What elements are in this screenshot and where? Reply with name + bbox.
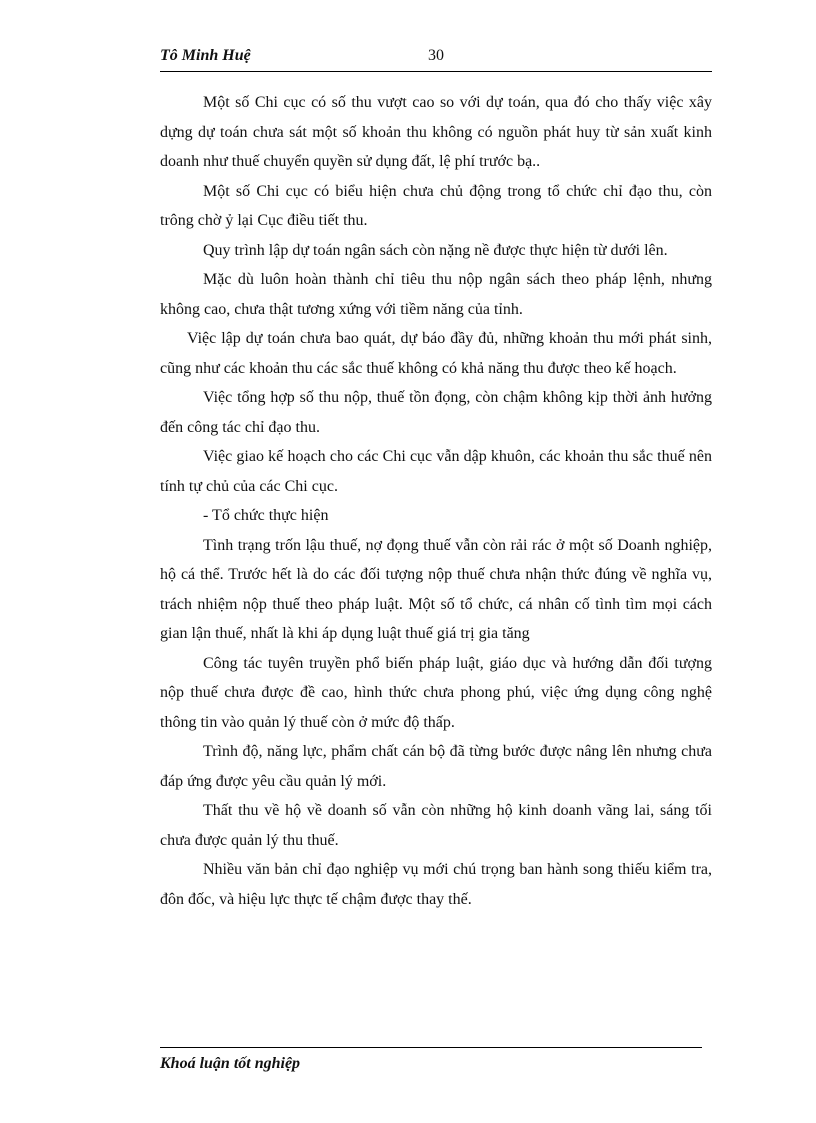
footer-divider	[160, 1047, 702, 1048]
paragraph: Mặc dù luôn hoàn thành chỉ tiêu thu nộp ngân sách theo pháp lệnh, nhưng không cao, chưa thật tương xứng với tiềm năng của tỉnh.	[160, 271, 712, 318]
paragraph: Công tác tuyên truyền phổ biến pháp luật, giáo dục và hướng dẫn đối tượng nộp thuế chưa được đề cao, hình thức chưa phong phú, việc ứng dụng công nghệ thông tin vào quản lý thuế còn ở mức độ thấp.	[160, 654, 712, 731]
paragraph: Tình trạng trốn lậu thuế, nợ đọng thuế vẫn còn rải rác ở một số Doanh nghiệp, hộ cá thể. Trước hết là do các đối tượng nộp thuế chưa nhận thức đúng về nghĩa vụ, trách nhiệm nộp thuế theo pháp luật. Một số tổ chức, cá nhân cố tình tìm mọi cách gian lận thuế, nhất là khi áp dụng luật thuế giá trị gia tăng	[160, 536, 712, 642]
document-body	[160, 88, 712, 914]
paragraph: Một số Chi cục có biểu hiện chưa chủ động trong tổ chức chỉ đạo thu, còn trông chờ ỷ lại Cục điều tiết thu.	[160, 182, 712, 229]
page-header	[160, 47, 712, 72]
paragraph: Một số Chi cục có số thu vượt cao so với dự toán, qua đó cho thấy việc xây dựng dự toán chưa sát một số khoản thu không có nguồn phát huy từ sản xuất kinh doanh như thuế chuyển quyền sử dụng đất, lệ phí trước bạ..	[160, 94, 712, 170]
paragraph: Quy trình lập dự toán ngân sách còn nặng nề được thực hiện từ dưới lên.	[203, 241, 668, 259]
page-number: 30	[428, 47, 444, 64]
paragraph: Trình độ, năng lực, phẩm chất cán bộ đã từng bước được nâng lên nhưng chưa đáp ứng được yêu cầu quản lý mới.	[160, 743, 712, 790]
paragraph: Việc giao kế hoạch cho các Chi cục vẫn dập khuôn, các khoản thu sắc thuế nên tính tự chủ của các Chi cục.	[160, 448, 712, 495]
paragraph: Việc tổng hợp số thu nộp, thuế tồn đọng, còn chậm không kịp thời ảnh hưởng đến công tác chỉ đạo thu.	[160, 389, 712, 436]
paragraph: Việc lập dự toán chưa bao quát, dự báo đầy đủ, những khoản thu mới phát sinh, cũng như các khoản thu các sắc thuế không có khả năng thu được theo kế hoạch.	[160, 330, 712, 377]
footer-title: Khoá luận tốt nghiệp	[160, 1055, 301, 1072]
paragraph: Nhiều văn bản chỉ đạo nghiệp vụ mới chú trọng ban hành song thiếu kiểm tra, đôn đốc, và hiệu lực thực tế chậm được thay thế.	[160, 861, 712, 908]
section-heading: - Tổ chức thực hiện	[203, 507, 329, 524]
author-name: Tô Minh Huệ	[160, 47, 251, 64]
paragraph: Thất thu về hộ về doanh số vẫn còn những hộ kinh doanh vãng lai, sáng tối chưa được quản lý thu thuế.	[160, 802, 712, 849]
